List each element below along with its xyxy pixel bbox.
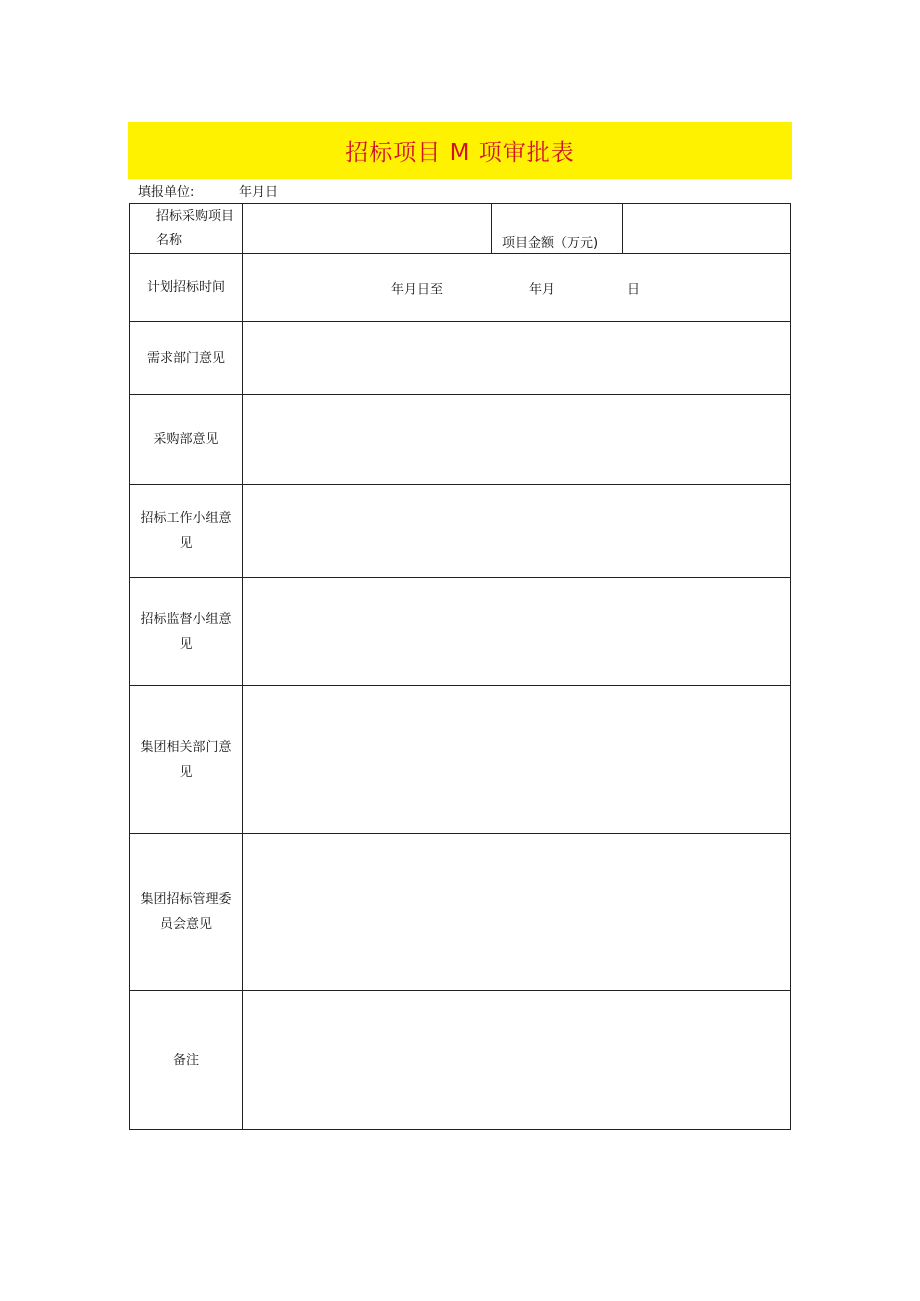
approval-form-table xyxy=(129,203,791,1130)
work-group-field[interactable] xyxy=(243,485,791,578)
plan-time-field[interactable] xyxy=(243,254,791,322)
plan-time-end-ym: 年月 xyxy=(529,282,556,297)
row-group-dept xyxy=(130,686,791,834)
committee-field[interactable] xyxy=(243,834,791,991)
row-purchase-dept xyxy=(130,395,791,485)
fill-unit-label: 填报单位: xyxy=(138,185,195,200)
supervise-group-field[interactable] xyxy=(243,578,791,686)
remark-label: 备注 xyxy=(130,991,243,1130)
fill-info-row xyxy=(138,183,279,203)
purchase-dept-label: 采购部意见 xyxy=(130,395,243,485)
supervise-group-label: 招标监督小组意见 xyxy=(130,578,243,686)
row-work-group xyxy=(130,485,791,578)
group-dept-field[interactable] xyxy=(243,686,791,834)
remark-field[interactable] xyxy=(243,991,791,1130)
amount-label: 项目金额（万元) xyxy=(492,204,623,254)
row-remark xyxy=(130,991,791,1130)
row-plan-time xyxy=(130,254,791,322)
row-project-name xyxy=(130,204,791,254)
plan-time-start: 年月日至 xyxy=(391,282,444,297)
amount-field[interactable] xyxy=(623,204,791,254)
purchase-dept-field[interactable] xyxy=(243,395,791,485)
plan-time-end-d: 日 xyxy=(627,282,641,297)
demand-dept-field[interactable] xyxy=(243,322,791,395)
title-banner xyxy=(128,122,792,179)
row-demand-dept xyxy=(130,322,791,395)
committee-label: 集团招标管理委员会意见 xyxy=(130,834,243,991)
group-dept-label: 集团相关部门意见 xyxy=(130,686,243,834)
project-name-field[interactable] xyxy=(243,204,492,254)
project-name-label: 招标采购项目名称 xyxy=(130,204,243,254)
work-group-label: 招标工作小组意见 xyxy=(130,485,243,578)
fill-date-label: 年月日 xyxy=(239,185,279,200)
row-committee xyxy=(130,834,791,991)
row-supervise-group xyxy=(130,578,791,686)
plan-time-label: 计划招标时间 xyxy=(130,254,243,322)
demand-dept-label: 需求部门意见 xyxy=(130,322,243,395)
form-title: 招标项目 M 项审批表 xyxy=(345,140,575,166)
